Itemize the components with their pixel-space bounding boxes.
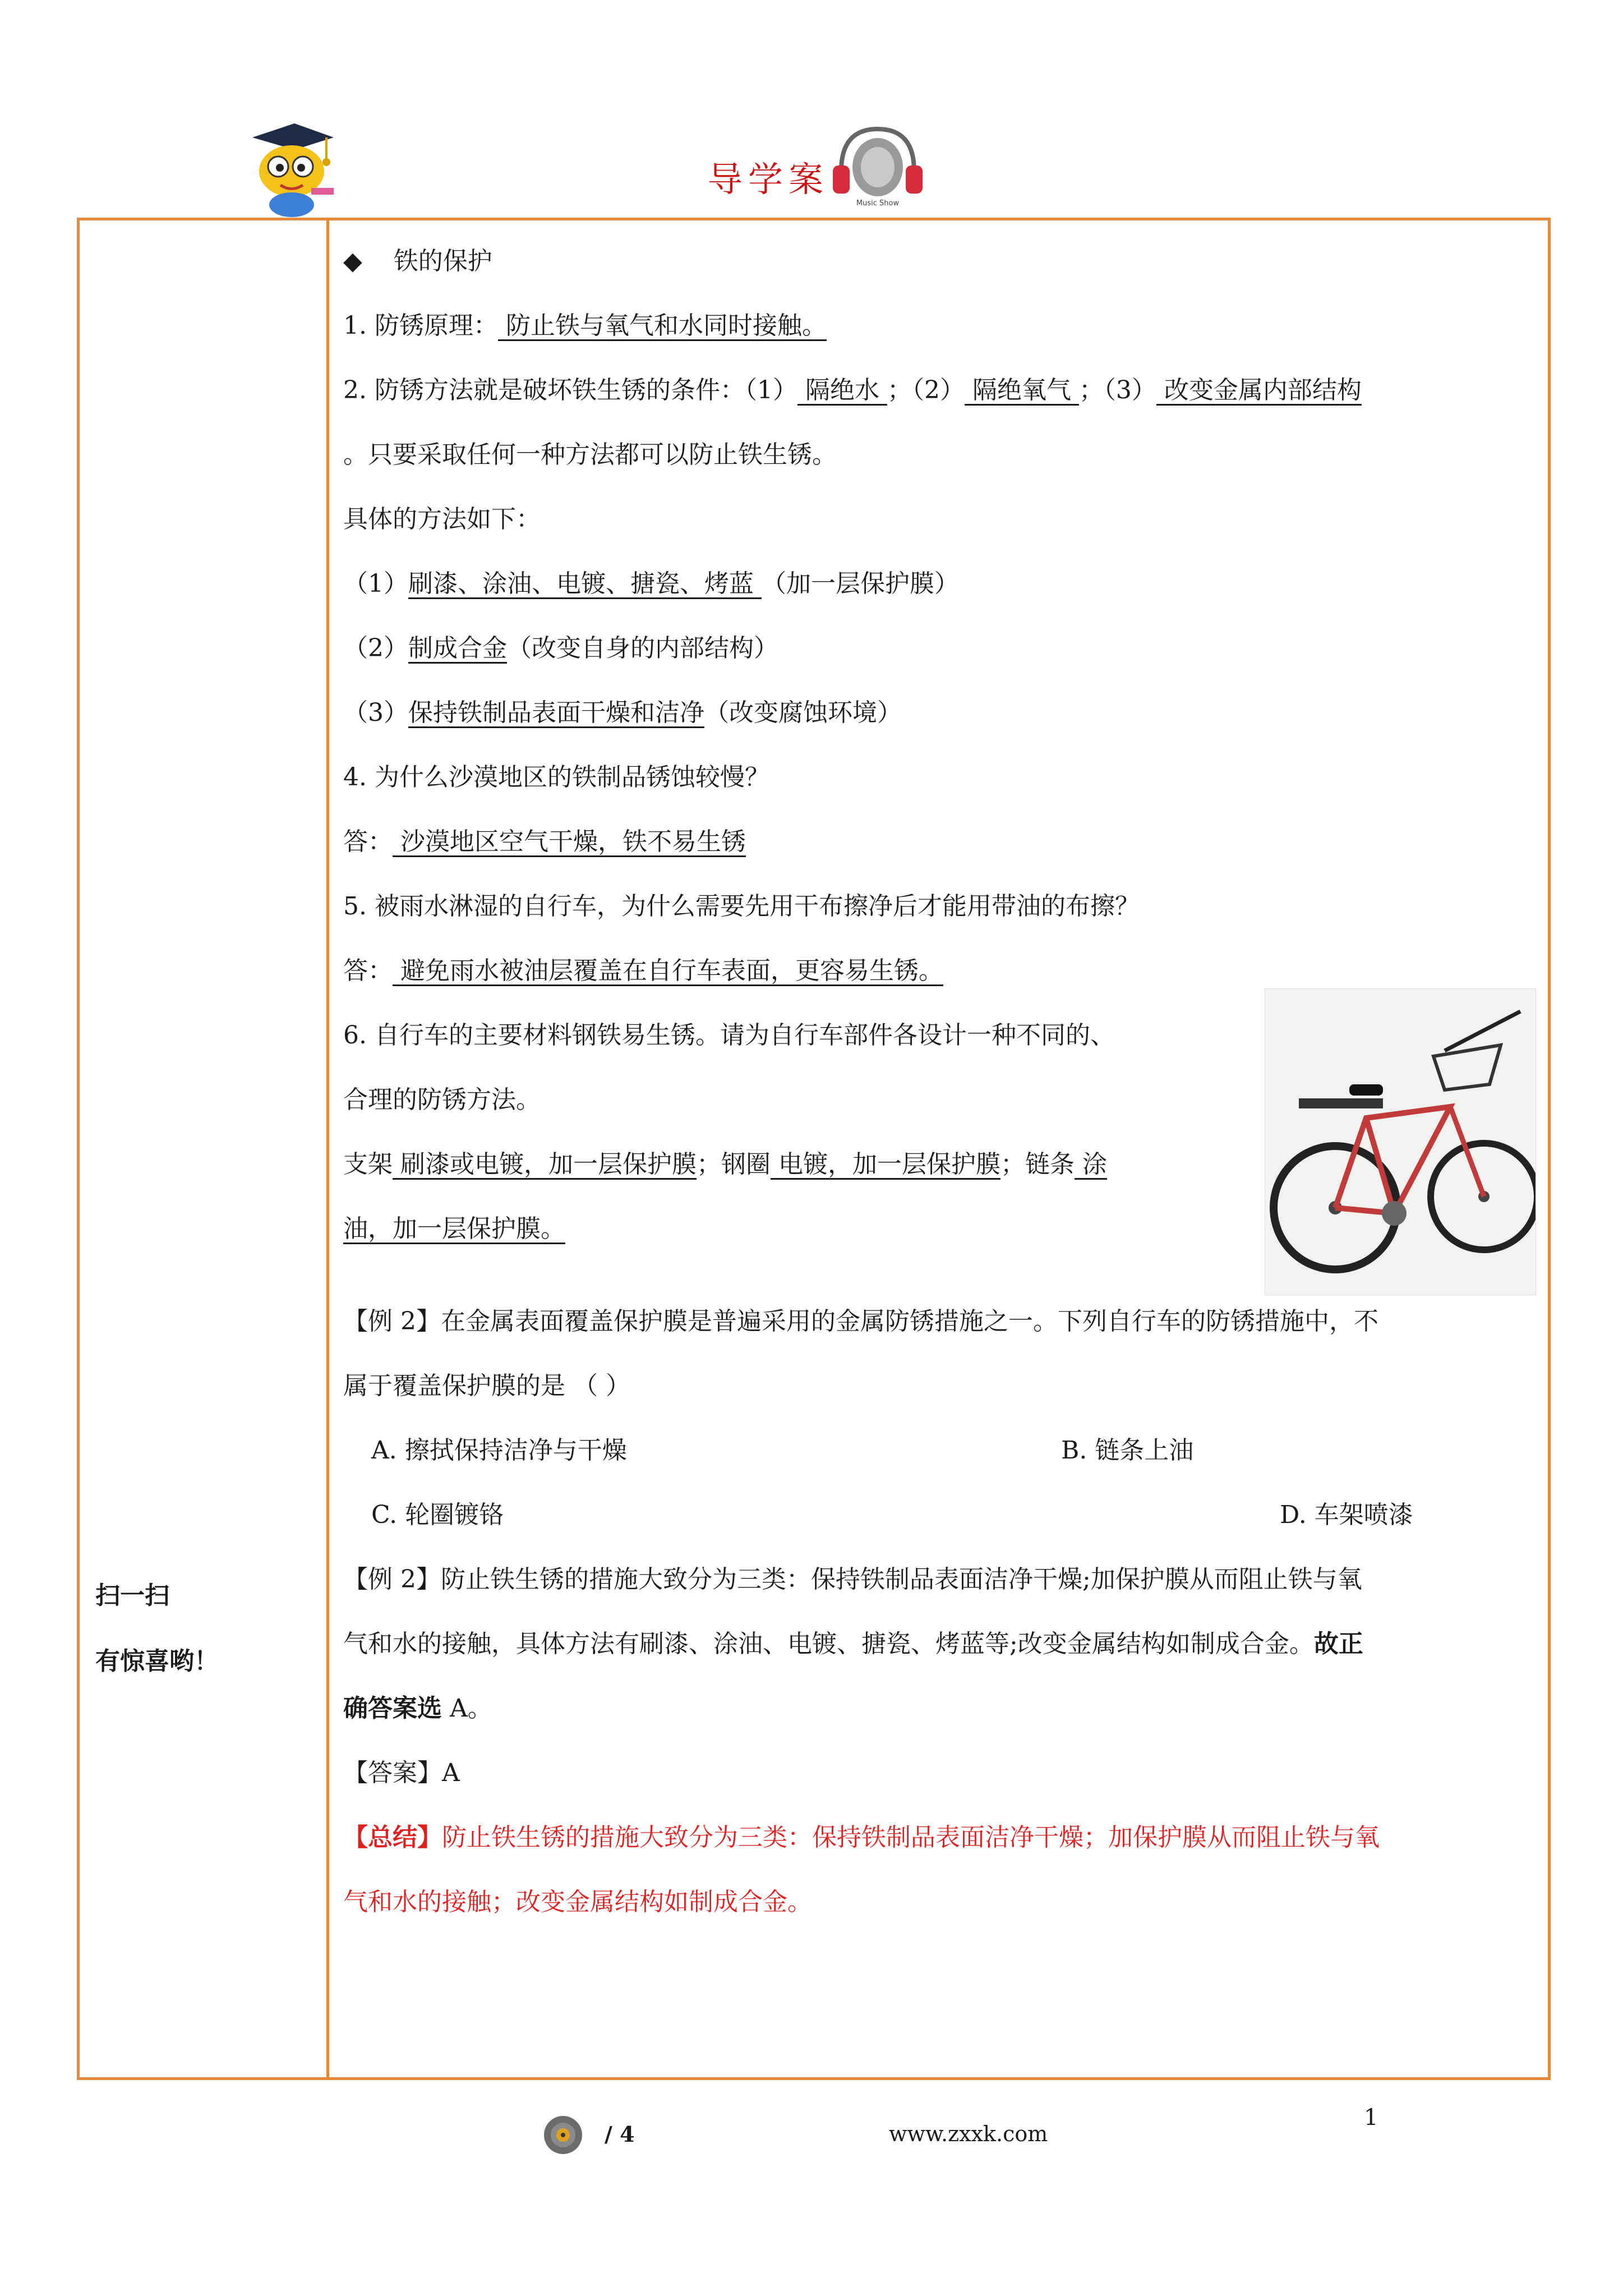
mascot-logo bbox=[241, 115, 339, 219]
answer-4-prefix: 答： bbox=[343, 827, 393, 856]
explanation-line-1: 【例 2】防止铁生锈的措施大致分为三类：保持铁制品表面洁净干燥;加保护膜从而阻止铁与氧 bbox=[343, 1565, 1362, 1594]
conditions-sep-2: ；（3） bbox=[1078, 376, 1156, 404]
explanation-line-2-bold: 故正 bbox=[1313, 1630, 1363, 1658]
answer-6-part-frame: 支架 bbox=[343, 1150, 393, 1179]
specific-methods-heading: 具体的方法如下： bbox=[343, 505, 541, 533]
music-show-logo-text: Music Show bbox=[856, 199, 900, 208]
answer-6-rim-method: 电镀，加一层保护膜 bbox=[771, 1150, 1000, 1179]
answer-5 bbox=[343, 938, 1538, 1003]
answer-6-frame-method: 刷漆或电镀，加一层保护膜 bbox=[393, 1150, 697, 1179]
explanation-line-2-text: 气和水的接触，具体方法有刷漆、涂油、电镀、搪瓷、烤蓝等;改变金属结构如制成合金。 bbox=[343, 1630, 1314, 1658]
section-heading bbox=[343, 229, 1538, 293]
method-2-prefix: （2） bbox=[343, 634, 408, 662]
method-item-3 bbox=[343, 680, 1538, 745]
answer-6-part-chain: ；链条 bbox=[1000, 1150, 1075, 1179]
answer-5-text: 避免雨水被油层覆盖在自行车表面，更容易生锈。 bbox=[393, 956, 943, 985]
condition-answer-1: 隔绝水 bbox=[797, 376, 887, 404]
diamond-bullet-icon: ◆ bbox=[343, 247, 362, 275]
options-row-1 bbox=[343, 1418, 1538, 1483]
option-d: D. 车架喷漆 bbox=[1280, 1501, 1413, 1529]
answer-6-part-rim: ；钢圈 bbox=[697, 1150, 771, 1179]
method-1-prefix: （1） bbox=[343, 569, 408, 598]
question-6-line-2: 合理的防锈方法。 bbox=[343, 1085, 541, 1114]
principle-answer: 防止铁与氧气和水同时接触。 bbox=[497, 311, 827, 340]
summary-line-2: 气和水的接触；改变金属结构如制成合金。 bbox=[343, 1888, 812, 1916]
explanation-line-3-text: A。 bbox=[442, 1694, 492, 1723]
spacer bbox=[343, 1261, 1538, 1289]
footer-url[interactable]: www.zxxk.com bbox=[889, 2122, 1048, 2146]
method-3-prefix: （3） bbox=[343, 698, 408, 727]
method-1-note: （加一层保护膜） bbox=[762, 569, 959, 598]
main-content bbox=[343, 229, 1538, 1934]
answer-6-line-2 bbox=[343, 1197, 1538, 1261]
method-3-answer: 保持铁制品表面干燥和洁净 bbox=[408, 698, 704, 727]
summary-text-1: 防止铁生锈的措施大致分为三类：保持铁制品表面洁净干燥；加保护膜从而阻止铁与氧 bbox=[442, 1823, 1380, 1852]
method-2-answer: 制成合金 bbox=[408, 634, 507, 662]
answer-label: 【答案】A bbox=[343, 1759, 460, 1787]
page-number: 1 bbox=[1364, 2105, 1378, 2131]
answer-6-line-1 bbox=[343, 1132, 1538, 1197]
conditions-prefix: 2. 防锈方法就是破坏铁生锈的条件：（1） bbox=[343, 376, 797, 404]
music-show-logo bbox=[827, 118, 928, 210]
disc-icon bbox=[543, 2115, 583, 2155]
example-question-line-2: 属于覆盖保护膜的是 （ ） bbox=[343, 1372, 630, 1400]
question-5: 5. 被雨水淋湿的自行车，为什么需要先用干布擦净后才能用带油的布擦？ bbox=[343, 892, 1140, 921]
method-2-note: （改变自身的内部结构） bbox=[507, 634, 778, 662]
condition-answer-2: 隔绝氧气 bbox=[964, 376, 1079, 404]
method-item-1 bbox=[343, 551, 1538, 616]
condition-answer-3: 改变金属内部结构 bbox=[1156, 376, 1362, 404]
question-4: 4. 为什么沙漠地区的铁制品锈蚀较慢？ bbox=[343, 763, 769, 792]
column-divider bbox=[326, 218, 329, 2080]
answer-6-chain-method-start: 涂 bbox=[1075, 1150, 1107, 1179]
method-item-2 bbox=[343, 616, 1538, 680]
conditions-sep-1: ；（2） bbox=[887, 376, 965, 404]
principle-line bbox=[343, 293, 1538, 358]
method-conditions-line bbox=[343, 358, 1538, 422]
question-6-line-1: 6. 自行车的主要材料钢铁易生锈。请为自行车部件各设计一种不同的、 bbox=[343, 1021, 1115, 1050]
option-a: A. 擦拭保持洁净与干燥 bbox=[371, 1436, 627, 1465]
summary-line-1 bbox=[343, 1805, 1538, 1870]
answer-4 bbox=[343, 809, 1538, 874]
explanation-line-3 bbox=[343, 1676, 1538, 1741]
answer-6-chain-method-end: 油，加一层保护膜。 bbox=[343, 1214, 565, 1243]
example-question-line-1: 【例 2】在金属表面覆盖保护膜是普遍采用的金属防锈措施之一。下列自行车的防锈措施中，不 bbox=[343, 1307, 1378, 1336]
answer-4-text: 沙漠地区空气干燥，铁不易生锈 bbox=[393, 827, 746, 856]
method-1-answer: 刷漆、涂油、电镀、搪瓷、烤蓝 bbox=[408, 569, 762, 598]
explanation-line-3-bold: 确答案选 bbox=[343, 1694, 442, 1723]
header-title: 导学案 bbox=[708, 159, 829, 200]
options-row-2 bbox=[343, 1483, 1538, 1547]
option-c: C. 轮圈镀铬 bbox=[371, 1501, 504, 1529]
explanation-line-2 bbox=[343, 1612, 1538, 1676]
principle-prefix: 1. 防锈原理： bbox=[343, 311, 498, 340]
summary-label: 【总结】 bbox=[343, 1823, 442, 1852]
sidebar-surprise-label: 有惊喜哟！ bbox=[95, 1647, 219, 1676]
conditions-continuation: 。只要采取任何一种方法都可以防止铁生锈。 bbox=[343, 440, 837, 469]
option-b: B. 链条上油 bbox=[1061, 1436, 1194, 1465]
answer-5-prefix: 答： bbox=[343, 956, 393, 985]
sidebar-scan-label: 扫一扫 bbox=[95, 1581, 169, 1610]
footer-page-count: / 4 bbox=[605, 2122, 635, 2147]
section-title: 铁的保护 bbox=[393, 247, 492, 275]
method-3-note: （改变腐蚀环境） bbox=[704, 698, 902, 727]
